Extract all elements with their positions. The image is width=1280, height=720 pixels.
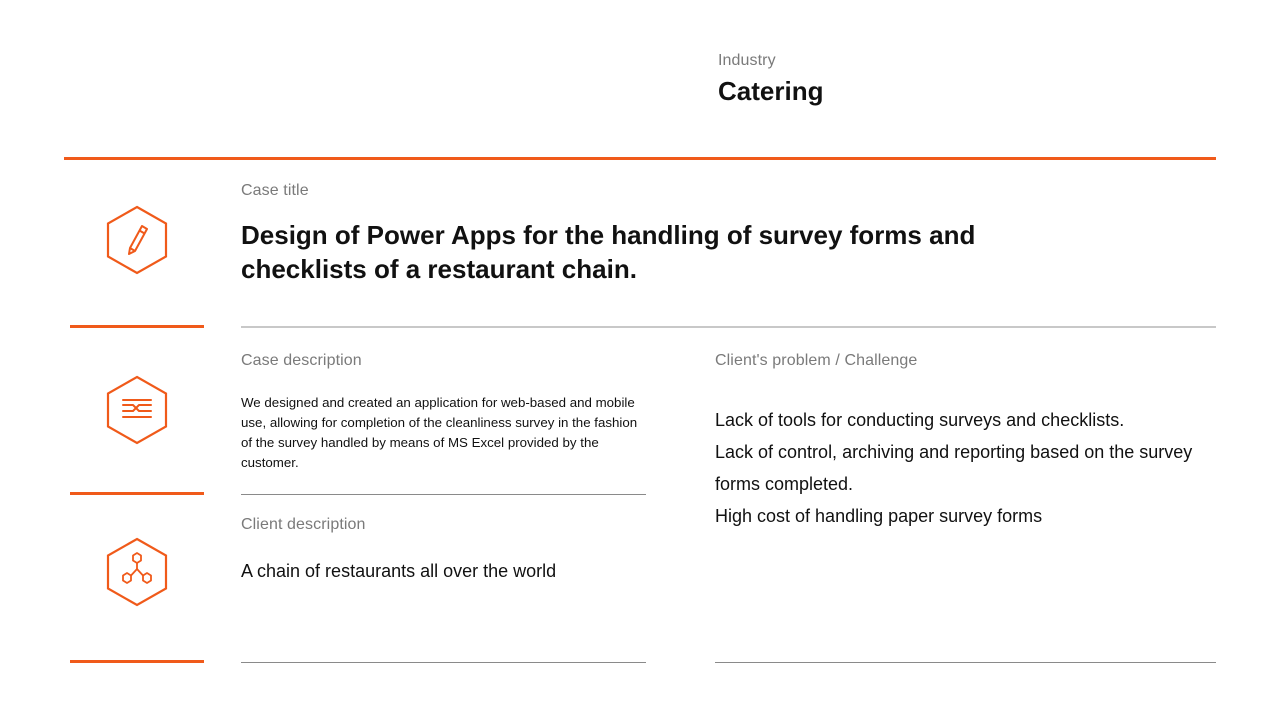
side-divider <box>70 325 204 328</box>
section-divider <box>241 326 1216 328</box>
case-description: We designed and created an application for web-based and mobile use, allowing for completion of the cleanliness survey in the fashion of the survey handled by means of MS Excel provided by the customer. <box>241 395 638 470</box>
section-divider <box>241 662 646 663</box>
list-item: Lack of control, archiving and reporting based on the survey forms completed. <box>715 442 1193 494</box>
pencil-icon <box>105 204 169 276</box>
client-description-label: Client description <box>241 516 366 533</box>
top-divider <box>64 157 1216 160</box>
side-divider <box>70 660 204 663</box>
client-problem-label: Client's problem / Challenge <box>715 352 918 369</box>
list-item: Lack of tools for conducting surveys and checklists. <box>715 410 1125 430</box>
section-divider <box>241 494 646 495</box>
side-divider <box>70 492 204 495</box>
process-icon <box>105 374 169 446</box>
industry-value: Catering <box>718 76 824 106</box>
industry-label: Industry <box>718 52 776 69</box>
case-title: Design of Power Apps for the handling of survey forms and checklists of a restaurant chain. <box>241 220 976 284</box>
case-title-label: Case title <box>241 182 309 199</box>
client-problem-list <box>715 404 1215 532</box>
client-description: A chain of restaurants all over the world <box>241 561 557 581</box>
network-icon <box>105 536 169 608</box>
list-item: High cost of handling paper survey forms <box>715 506 1043 526</box>
section-divider <box>715 662 1216 663</box>
case-description-label: Case description <box>241 352 362 369</box>
